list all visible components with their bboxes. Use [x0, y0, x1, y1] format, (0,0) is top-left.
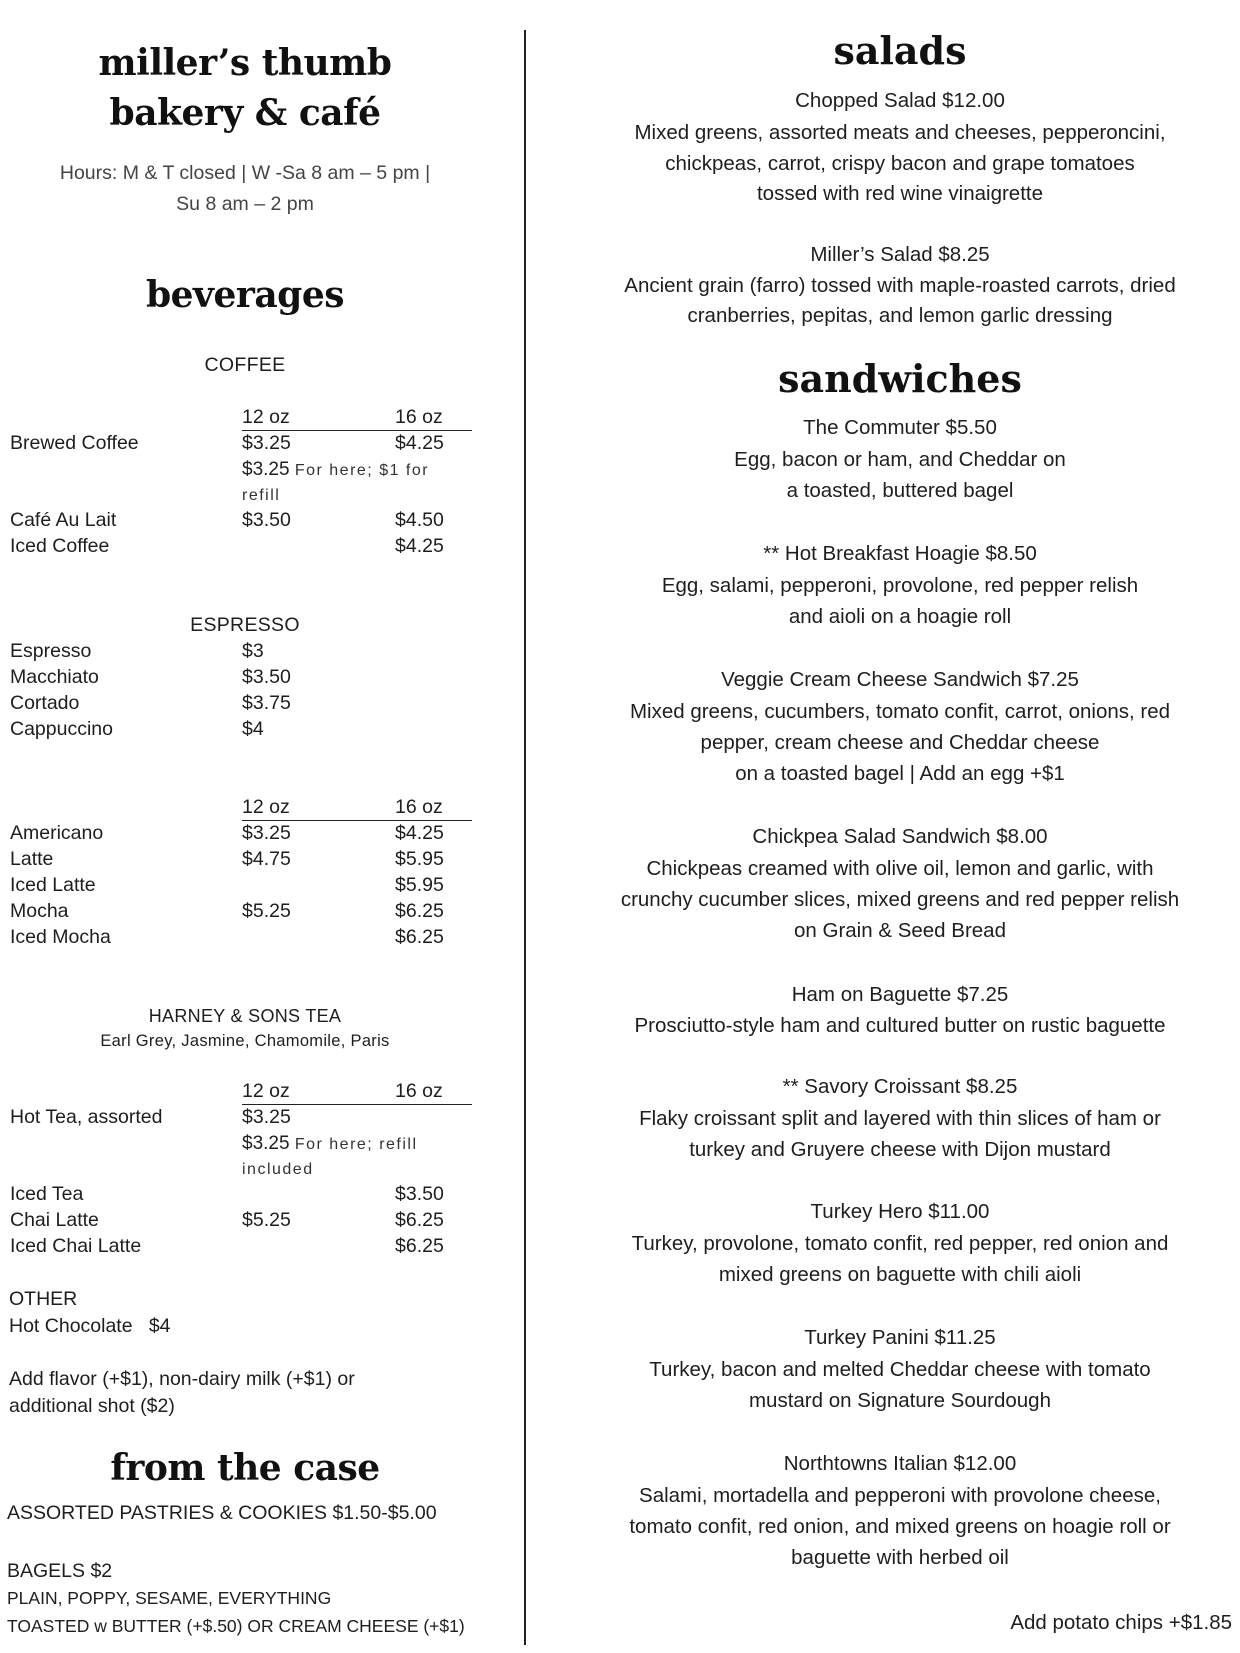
pastries-line: ASSORTED PASTRIES & COOKIES $1.50-$5.00 — [7, 1502, 437, 1524]
size-12oz: 12 oz — [242, 1080, 290, 1102]
item-name: Macchiato — [10, 666, 99, 688]
refill-note — [242, 458, 462, 508]
item-name: Chai Latte — [10, 1209, 99, 1231]
menu-row — [10, 718, 480, 744]
menu-item-desc: Turkey, bacon and melted Cheddar cheese with tomato — [649, 1358, 1151, 1381]
sandwiches-heading: sandwiches — [778, 356, 1022, 401]
price-16oz: $5.95 — [395, 874, 444, 896]
price-16oz: $4.50 — [395, 509, 444, 531]
menu-item-desc: Mixed greens, cucumbers, tomato confit, carrot, onions, red — [629, 700, 1171, 723]
menu-item-title: Miller’s Salad $8.25 — [810, 243, 990, 266]
addons-line-1: Add flavor (+$1), non-dairy milk (+$1) or — [9, 1368, 355, 1390]
menu-row — [10, 900, 480, 926]
item-name: Iced Mocha — [10, 926, 111, 948]
menu-item-desc: Turkey, provolone, tomato confit, red pepper, red onion and — [631, 1232, 1169, 1255]
price: $3.75 — [242, 692, 291, 714]
size-16oz: 16 oz — [395, 796, 443, 818]
price-12oz: $4.75 — [242, 848, 291, 870]
price-12oz: $3.25 — [242, 822, 291, 844]
espresso-heading: ESPRESSO — [190, 614, 300, 636]
menu-row — [10, 1235, 480, 1261]
menu-item-desc: Mixed greens, assorted meats and cheeses, pepperoncini, — [634, 121, 1166, 144]
menu-row — [10, 822, 480, 848]
price-16oz: $6.25 — [395, 1209, 444, 1231]
menu-item-desc: and aioli on a hoagie roll — [788, 605, 1012, 628]
potato-chips-addon: Add potato chips +$1.85 — [1010, 1611, 1232, 1634]
refill-price: $3.25 — [242, 459, 290, 480]
hours-line-2: Su 8 am – 2 pm — [176, 193, 314, 215]
salads-heading: salads — [833, 28, 967, 73]
item-name: Latte — [10, 848, 54, 870]
menu-row — [10, 666, 480, 692]
menu-item-desc: pepper, cream cheese and Cheddar cheese — [700, 731, 1100, 754]
beverages-heading: beverages — [145, 274, 345, 316]
bagel-types: PLAIN, POPPY, SESAME, EVERYTHING — [7, 1588, 332, 1608]
brand-subtitle: bakery & café — [109, 92, 381, 134]
menu-item-title: ** Savory Croissant $8.25 — [782, 1075, 1018, 1098]
price-12oz: $5.25 — [242, 900, 291, 922]
menu-item-title: ** Hot Breakfast Hoagie $8.50 — [763, 542, 1037, 565]
menu-row — [10, 692, 480, 718]
item-name: Iced Coffee — [10, 535, 110, 557]
item-name: Americano — [10, 822, 104, 844]
price-16oz: $6.25 — [395, 900, 444, 922]
menu-item-desc: Flaky croissant split and layered with thin slices of ham or — [639, 1107, 1161, 1130]
refill-text: For here; refill included — [242, 1136, 418, 1178]
menu-row — [10, 1183, 480, 1209]
from-the-case-heading: from the case — [110, 1447, 380, 1489]
price-16oz: $3.50 — [395, 1183, 444, 1205]
item-name: Iced Tea — [10, 1183, 84, 1205]
menu-row — [10, 535, 480, 561]
menu-item-title: Northtowns Italian $12.00 — [783, 1452, 1017, 1475]
price-12oz: $3.25 — [242, 1106, 291, 1128]
refill-price: $3.25 — [242, 1133, 290, 1154]
menu-item-title: Turkey Panini $11.25 — [804, 1326, 996, 1349]
addons-line-2: additional shot ($2) — [9, 1395, 175, 1417]
price-16oz: $5.95 — [395, 848, 444, 870]
menu-item-title: Veggie Cream Cheese Sandwich $7.25 — [721, 668, 1079, 691]
price: $3 — [242, 640, 264, 662]
price-16oz: $4.25 — [395, 822, 444, 844]
item-name: Iced Chai Latte — [10, 1235, 142, 1257]
other-heading: OTHER — [9, 1288, 78, 1310]
menu-item-title: Ham on Baguette $7.25 — [791, 983, 1009, 1006]
price-16oz: $4.25 — [395, 535, 444, 557]
coffee-heading: COFFEE — [204, 354, 286, 376]
price-16oz: $4.25 — [395, 432, 444, 454]
menu-row — [10, 640, 480, 666]
size-16oz: 16 oz — [395, 406, 443, 428]
size-12oz: 12 oz — [242, 796, 290, 818]
menu-item-desc: turkey and Gruyere cheese with Dijon mustard — [689, 1138, 1111, 1161]
menu-item-desc: Prosciutto-style ham and cultured butter on rustic baguette — [634, 1014, 1166, 1037]
tea-heading: HARNEY & SONS TEA — [148, 1006, 342, 1026]
menu-item-desc: a toasted, buttered bagel — [786, 479, 1014, 502]
coffee-size-header — [242, 406, 472, 431]
menu-item-desc: Salami, mortadella and pepperoni with provolone cheese, — [639, 1484, 1161, 1507]
menu-row — [10, 1209, 480, 1235]
price-16oz: $6.25 — [395, 926, 444, 948]
menu-item-desc: baguette with herbed oil — [791, 1546, 1009, 1569]
bagels-line: BAGELS $2 — [7, 1560, 113, 1582]
item-name: Mocha — [10, 900, 69, 922]
price-12oz: $3.50 — [242, 509, 291, 531]
item-name: Cortado — [10, 692, 80, 714]
menu-item-desc: Chickpeas creamed with olive oil, lemon and garlic, with — [646, 857, 1154, 880]
tea-flavors: Earl Grey, Jasmine, Chamomile, Paris — [100, 1032, 390, 1050]
menu-item-desc: on a toasted bagel | Add an egg +$1 — [735, 762, 1065, 785]
bagel-toppings: TOASTED w BUTTER (+$.50) OR CREAM CHEESE (+$1) — [7, 1616, 465, 1636]
menu-row — [10, 1106, 480, 1132]
item-name: Cappuccino — [10, 718, 113, 740]
size-12oz: 12 oz — [242, 406, 290, 428]
item-name: Hot Tea, assorted — [10, 1106, 163, 1128]
price: $3.50 — [242, 666, 291, 688]
hot-chocolate: Hot Chocolate $4 — [9, 1315, 171, 1337]
price: $4 — [242, 718, 264, 740]
menu-row — [10, 432, 480, 458]
menu-item-title: Turkey Hero $11.00 — [810, 1200, 990, 1223]
menu-item-desc: tossed with red wine vinaigrette — [756, 182, 1043, 205]
menu-item-desc: chickpeas, carrot, crispy bacon and grape tomatoes — [665, 152, 1135, 175]
menu-item-title: Chopped Salad $12.00 — [795, 89, 1005, 112]
menu-item-desc: crunchy cucumber slices, mixed greens and red pepper relish — [620, 888, 1180, 911]
menu-item-desc: on Grain & Seed Bread — [794, 919, 1006, 942]
tea-size-header — [242, 1080, 472, 1105]
menu-row — [10, 874, 480, 900]
menu-item-desc: Ancient grain (farro) tossed with maple-roasted carrots, dried — [624, 274, 1176, 297]
column-divider — [524, 30, 526, 1645]
price-12oz: $3.25 — [242, 432, 291, 454]
menu-row — [10, 509, 480, 535]
price-12oz: $5.25 — [242, 1209, 291, 1231]
menu-item-desc: tomato confit, red onion, and mixed greens on hoagie roll or — [629, 1515, 1171, 1538]
espresso-size-header — [242, 796, 472, 821]
tea-refill-note — [242, 1132, 462, 1182]
brand-name: miller’s thumb — [98, 42, 392, 84]
menu-item-title: The Commuter $5.50 — [803, 416, 997, 439]
size-16oz: 16 oz — [395, 1080, 443, 1102]
price-16oz: $6.25 — [395, 1235, 444, 1257]
menu-item-desc: Egg, salami, pepperoni, provolone, red pepper relish — [661, 574, 1139, 597]
menu-row — [10, 848, 480, 874]
menu-item-desc: mustard on Signature Sourdough — [748, 1389, 1051, 1412]
menu-item-title: Chickpea Salad Sandwich $8.00 — [752, 825, 1048, 848]
item-name: Brewed Coffee — [10, 432, 139, 454]
item-name: Espresso — [10, 640, 92, 662]
menu-item-desc: mixed greens on baguette with chili aioli — [718, 1263, 1082, 1286]
item-name: Iced Latte — [10, 874, 96, 896]
hours-line-1: Hours: M & T closed | W -Sa 8 am – 5 pm | — [59, 162, 431, 184]
refill-text: For here; $1 for refill — [242, 462, 430, 504]
menu-item-desc: Egg, bacon or ham, and Cheddar on — [734, 448, 1066, 471]
menu-row — [10, 926, 480, 952]
menu-item-desc: cranberries, pepitas, and lemon garlic dressing — [687, 304, 1113, 327]
item-name: Café Au Lait — [10, 509, 117, 531]
